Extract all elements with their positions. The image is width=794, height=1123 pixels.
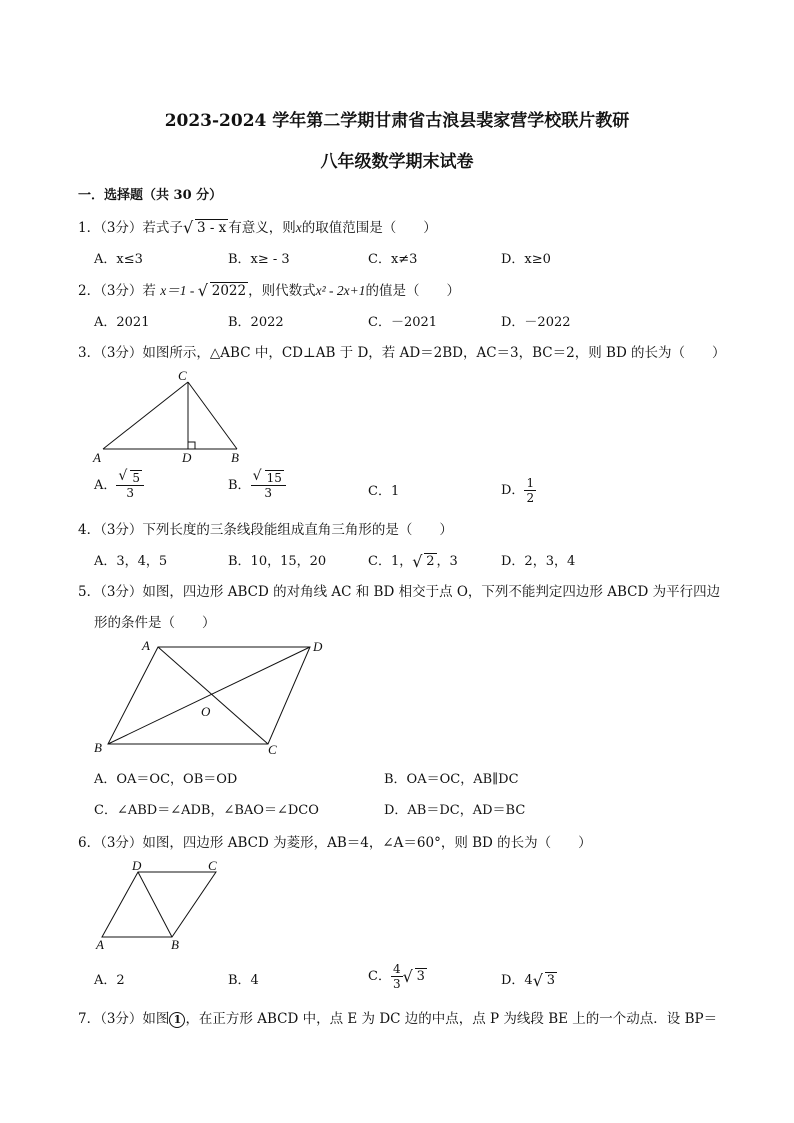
q5-label-c: C [268,742,277,757]
q3-label-c: C [178,368,187,383]
q1-option-d: D．x≥0 [501,252,551,267]
q2-text: ，则代数式 [248,283,316,299]
question-5-line2: 形的条件是（ ） [94,615,216,631]
q1-option-c: C．x≠3 [368,252,418,267]
exam-title-line1: 2023-2024 学年第二学期甘肃省古浪县裴家营学校联片教研 [164,111,630,131]
q5-option-d: D．AB＝DC，AD＝BC [384,803,526,818]
q3-option-a: A． √ 5 3 [94,471,144,500]
q2-option-c: C．－2021 [368,315,438,330]
q6-label-c: C [208,858,217,873]
q5-option-c: C．∠ABD＝∠ADB，∠BAO＝∠DCO [94,803,319,818]
q6-option-a: A．2 [94,973,125,988]
q5-option-b: B．OA＝OC，AB∥DC [384,772,519,787]
exam-title-line2: 八年级数学期末试卷 [320,152,474,172]
question-3: 3．（3分）如图所示，△ABC 中，CD⊥AB 于 D，若 AD＝2BD，AC＝3，BC＝2，则 BD 的长为（ ） [78,345,726,361]
question-5-line1: 5．（3分）如图，四边形 ABCD 的对角线 AC 和 BD 相交于点 O，下列不能判定四边形 ABCD 为平行四边 [78,584,721,600]
question-2 [78,279,460,299]
q3-side-bc [188,382,237,449]
q6-rhombus-figure [90,856,230,952]
q4-option-c: C．1， √ 2 ，3 [368,552,458,571]
q5-option-a: A．OA＝OC，OB＝OD [94,772,238,787]
q6-diagonal-bd [138,872,172,937]
q5-label-a: A [142,638,150,653]
q5-label-o: O [201,704,211,719]
figure-1-marker: 1 [169,1012,185,1028]
question-6: 6．（3分）如图，四边形 ABCD 为菱形，AB＝4，∠A＝60°，则 BD 的长为（ ） [78,835,592,851]
q2-expression: x² - 2x+1 [315,283,366,298]
q1-var: x [295,220,302,235]
q2-option-d: D．－2022 [501,315,571,330]
q6-label-d: D [132,858,142,873]
q2-option-b: B．2022 [228,315,284,330]
q1-option-a: A．x≤3 [94,252,143,267]
q6-option-c: C． $\frac{4}{3}$ √ 3 [368,962,425,991]
q3-side-ac [103,382,188,449]
q6-label-b: B [171,937,179,952]
q1-text2: 的取值范围是（ ） [301,220,437,236]
question-1 [78,216,437,236]
question-7: 7．（3分）如图 1 ，在正方形 ABCD 中，点 E 为 DC 边的中点，点 P 为线段 BE 上的一个动点．设 BP＝ [78,1011,718,1027]
q3-option-b: B． √ 15 3 [228,471,286,500]
q3-label-a: A [93,450,101,465]
q3-triangle-figure [90,366,250,466]
section-heading-choice: 一．选择题（共 30 分） [78,188,223,203]
q5-label-d: D [313,639,323,654]
q3-option-c: C．1 [368,484,400,499]
q3-label-d: D [182,450,192,465]
q1-radical: √ 3 - x [182,218,227,237]
q6-option-d: D．4 √ 3 [501,971,555,990]
q3-option-d: D． $\frac{1}{2}$ [501,476,535,505]
q6-option-b: B．4 [228,973,259,988]
q6-rhombus-abcd [102,872,216,937]
q2-equation: x＝1 - [160,283,198,298]
q2-text2: 的值是（ ） [365,283,460,299]
q1-prefix: 1．（3分）若式子 [78,220,183,236]
q2-option-a: A．2021 [94,315,150,330]
q1-option-b: B．x≥ - 3 [228,252,290,267]
q5-parallelogram-figure [90,636,340,762]
q5-diagonal-bd [108,647,310,744]
q4-option-d: D．2，3，4 [501,554,576,569]
q3-label-b: B [231,450,239,465]
q4-option-a: A．3，4，5 [94,554,168,569]
q1-text: 有意义，则 [228,220,296,236]
q5-label-b: B [94,740,102,755]
q3-right-angle-mark [188,442,195,449]
question-4: 4．（3分）下列长度的三条线段能组成直角三角形的是（ ） [78,522,453,538]
q2-radical: √ 2022 [197,281,247,300]
q4-option-b: B．10，15，20 [228,554,327,569]
q5-diagonal-ac [158,647,268,744]
q2-prefix: 2．（3分）若 [78,283,156,299]
q6-label-a: A [96,937,104,952]
